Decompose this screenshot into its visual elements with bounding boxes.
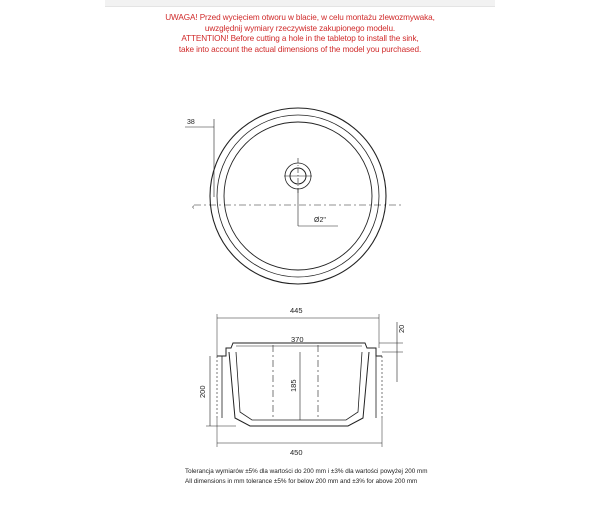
top-width-value: 445 <box>290 306 303 315</box>
warning-en-line-1: ATTENTION! Before cutting a hole in the tabletop to install the sink, <box>181 34 419 44</box>
tolerance-note-pl: Tolerancja wymiarów ±5% dla wartości do 200 mm i ±3% dla wartości powyżej 200 mm <box>185 468 428 475</box>
bowl-inner-profile <box>236 352 362 420</box>
rim-height-value: 20 <box>397 324 406 333</box>
sink-top-view <box>185 108 402 284</box>
centerline-marker: ‹ <box>192 204 195 211</box>
warning-pl-line-2: uwzględnij wymiary rzeczywiste zakupionego modelu. <box>204 23 396 33</box>
edge-dimension-value: 38 <box>187 119 195 126</box>
total-height-value: 200 <box>198 385 207 398</box>
base-hidden-lines <box>217 356 382 418</box>
warning-en-line-2: take into account the actual dimensions of the model you purchased. <box>178 44 422 54</box>
bowl-outer-profile <box>229 352 369 426</box>
bowl-depth-value: 185 <box>289 379 298 392</box>
tolerance-note-en: All dimensions in mm tolerance ±5% for below 200 mm and ±3% for above 200 mm <box>185 478 418 485</box>
bowl-width-value: 370 <box>291 335 304 344</box>
rim-profile-line <box>217 343 382 356</box>
sink-side-view <box>206 314 403 447</box>
base-side-lines <box>222 356 376 418</box>
drain-size-label: Ø2" <box>314 217 326 224</box>
tolerance-note <box>185 467 485 487</box>
warning-pl-line-1: UWAGA! Przed wycięciem otworu w blacie, w celu montażu zlewozmywaka, <box>165 13 435 22</box>
bottom-width-value: 450 <box>290 448 303 457</box>
